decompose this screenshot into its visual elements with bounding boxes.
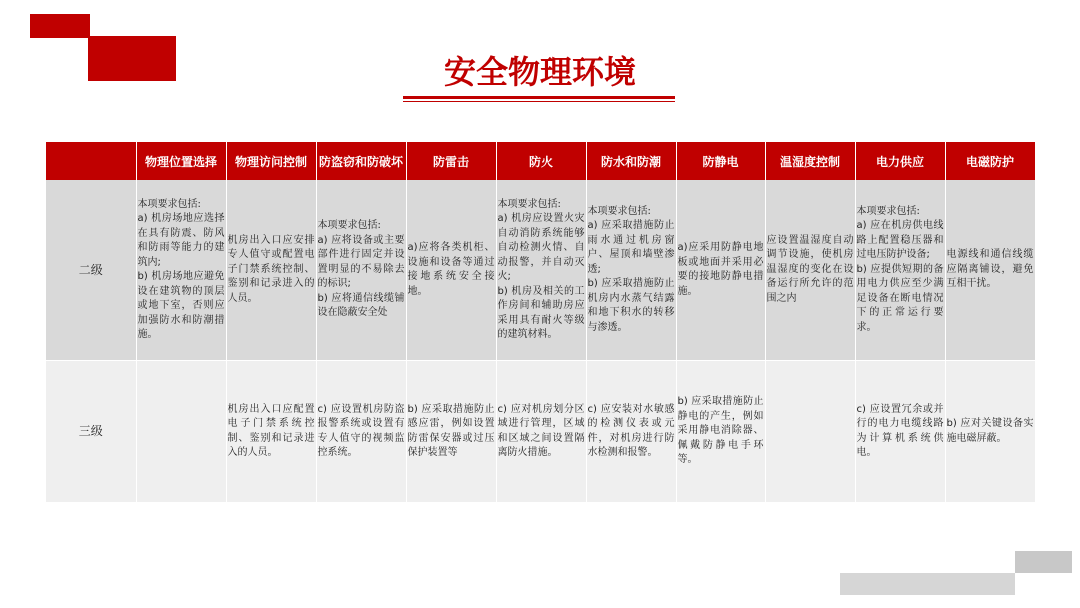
footer-decoration-bottom — [840, 573, 1015, 595]
table-cell: b) 应对关键设备实施电磁屏蔽。 — [945, 361, 1035, 503]
header-water-moisture: 防水和防潮 — [586, 142, 676, 180]
table-row-level-3 — [46, 361, 1035, 503]
corner-decoration-bottom — [88, 36, 176, 81]
table-cell: 本项要求包括: a) 机房应设置火灾自动消防系统能够自动检测火情、自动报警，并自动灭火; b) 机房及相关的工作房间和辅助房应采用具有耐火等级的建筑材料。 — [496, 180, 586, 361]
table-row-level-2 — [46, 180, 1035, 361]
header-temperature-humidity: 温湿度控制 — [765, 142, 855, 180]
table-cell — [136, 361, 226, 503]
title-underline-thin — [403, 101, 675, 102]
table-cell: 电源线和通信线缆应隔离铺设，避免互相干扰。 — [945, 180, 1035, 361]
table-cell: a)应将各类机柜、设施和设备等通过接地系统安全接地。 — [406, 180, 496, 361]
title-underline — [403, 96, 675, 99]
security-requirements-table — [46, 142, 1036, 503]
header-power-supply: 电力供应 — [855, 142, 945, 180]
table-cell: 本项要求包括: a) 应在机房供电线路上配置稳压器和过电压防护设备; b) 应提供短期的备用电力供应至少满足设备在断电情况下的正常运行要求。 — [855, 180, 945, 361]
footer-decoration-top — [1015, 551, 1072, 573]
table-cell: b) 应采取措施防止静电的产生，例如采用静电消除器、佩戴防静电手环等。 — [676, 361, 765, 503]
table-cell: 机房出入口应配置电子门禁系统控制、鉴别和记录进入的人员。 — [226, 361, 316, 503]
header-corner — [46, 142, 136, 180]
header-anti-theft: 防盗窃和防破坏 — [316, 142, 406, 180]
header-physical-access: 物理访问控制 — [226, 142, 316, 180]
table-cell: c) 应安装对水敏感的检测仪表或元件，对机房进行防水检测和报警。 — [586, 361, 676, 503]
table-cell: c) 应设置机房防盗报警系统或设置有专人值守的视频监控系统。 — [316, 361, 406, 503]
table-cell: b) 应采取措施防止感应雷，例如设置防雷保安器或过压保护装置等 — [406, 361, 496, 503]
header-electromagnetic: 电磁防护 — [945, 142, 1035, 180]
corner-decoration-top — [30, 14, 90, 38]
header-fire: 防火 — [496, 142, 586, 180]
table-cell: 本项要求包括: a) 机房场地应选择在具有防震、防风和防雨等能力的建筑内; b) 机房场地应避免设在建筑物的顶层或地下室，否则应加强防水和防潮措施。 — [136, 180, 226, 361]
header-lightning: 防雷击 — [406, 142, 496, 180]
header-anti-static: 防静电 — [676, 142, 765, 180]
table-header-row — [46, 142, 1035, 180]
row-label: 三级 — [46, 361, 136, 503]
table-cell: 本项要求包括: a) 应将设备或主要部件进行固定并设置明显的不易除去的标识; b) 应将通信线缆铺设在隐蔽安全处 — [316, 180, 406, 361]
table-cell: c) 应对机房划分区域进行管理，区域和区域之间设置隔离防火措施。 — [496, 361, 586, 503]
table-cell: c) 应设置冗余或并行的电力电缆线路为计算机系统供电。 — [855, 361, 945, 503]
header-physical-location: 物理位置选择 — [136, 142, 226, 180]
table-cell: 机房出入口应安排专人值守或配置电子门禁系统控制、鉴别和记录进入的人员。 — [226, 180, 316, 361]
table-cell: 本项要求包括: a) 应采取措施防止雨水通过机房窗户、屋顶和墙壁渗透; b) 应采取措施防止机房内水蒸气结露和地下积水的转移与渗透。 — [586, 180, 676, 361]
row-label: 二级 — [46, 180, 136, 361]
page-title: 安全物理环境 — [443, 53, 636, 91]
table-cell — [765, 361, 855, 503]
table-cell: 应设置温湿度自动调节设施，使机房温湿度的变化在设备运行所允许的范围之内 — [765, 180, 855, 361]
table-cell: a)应采用防静电地板或地面并采用必要的接地防静电措施。 — [676, 180, 765, 361]
